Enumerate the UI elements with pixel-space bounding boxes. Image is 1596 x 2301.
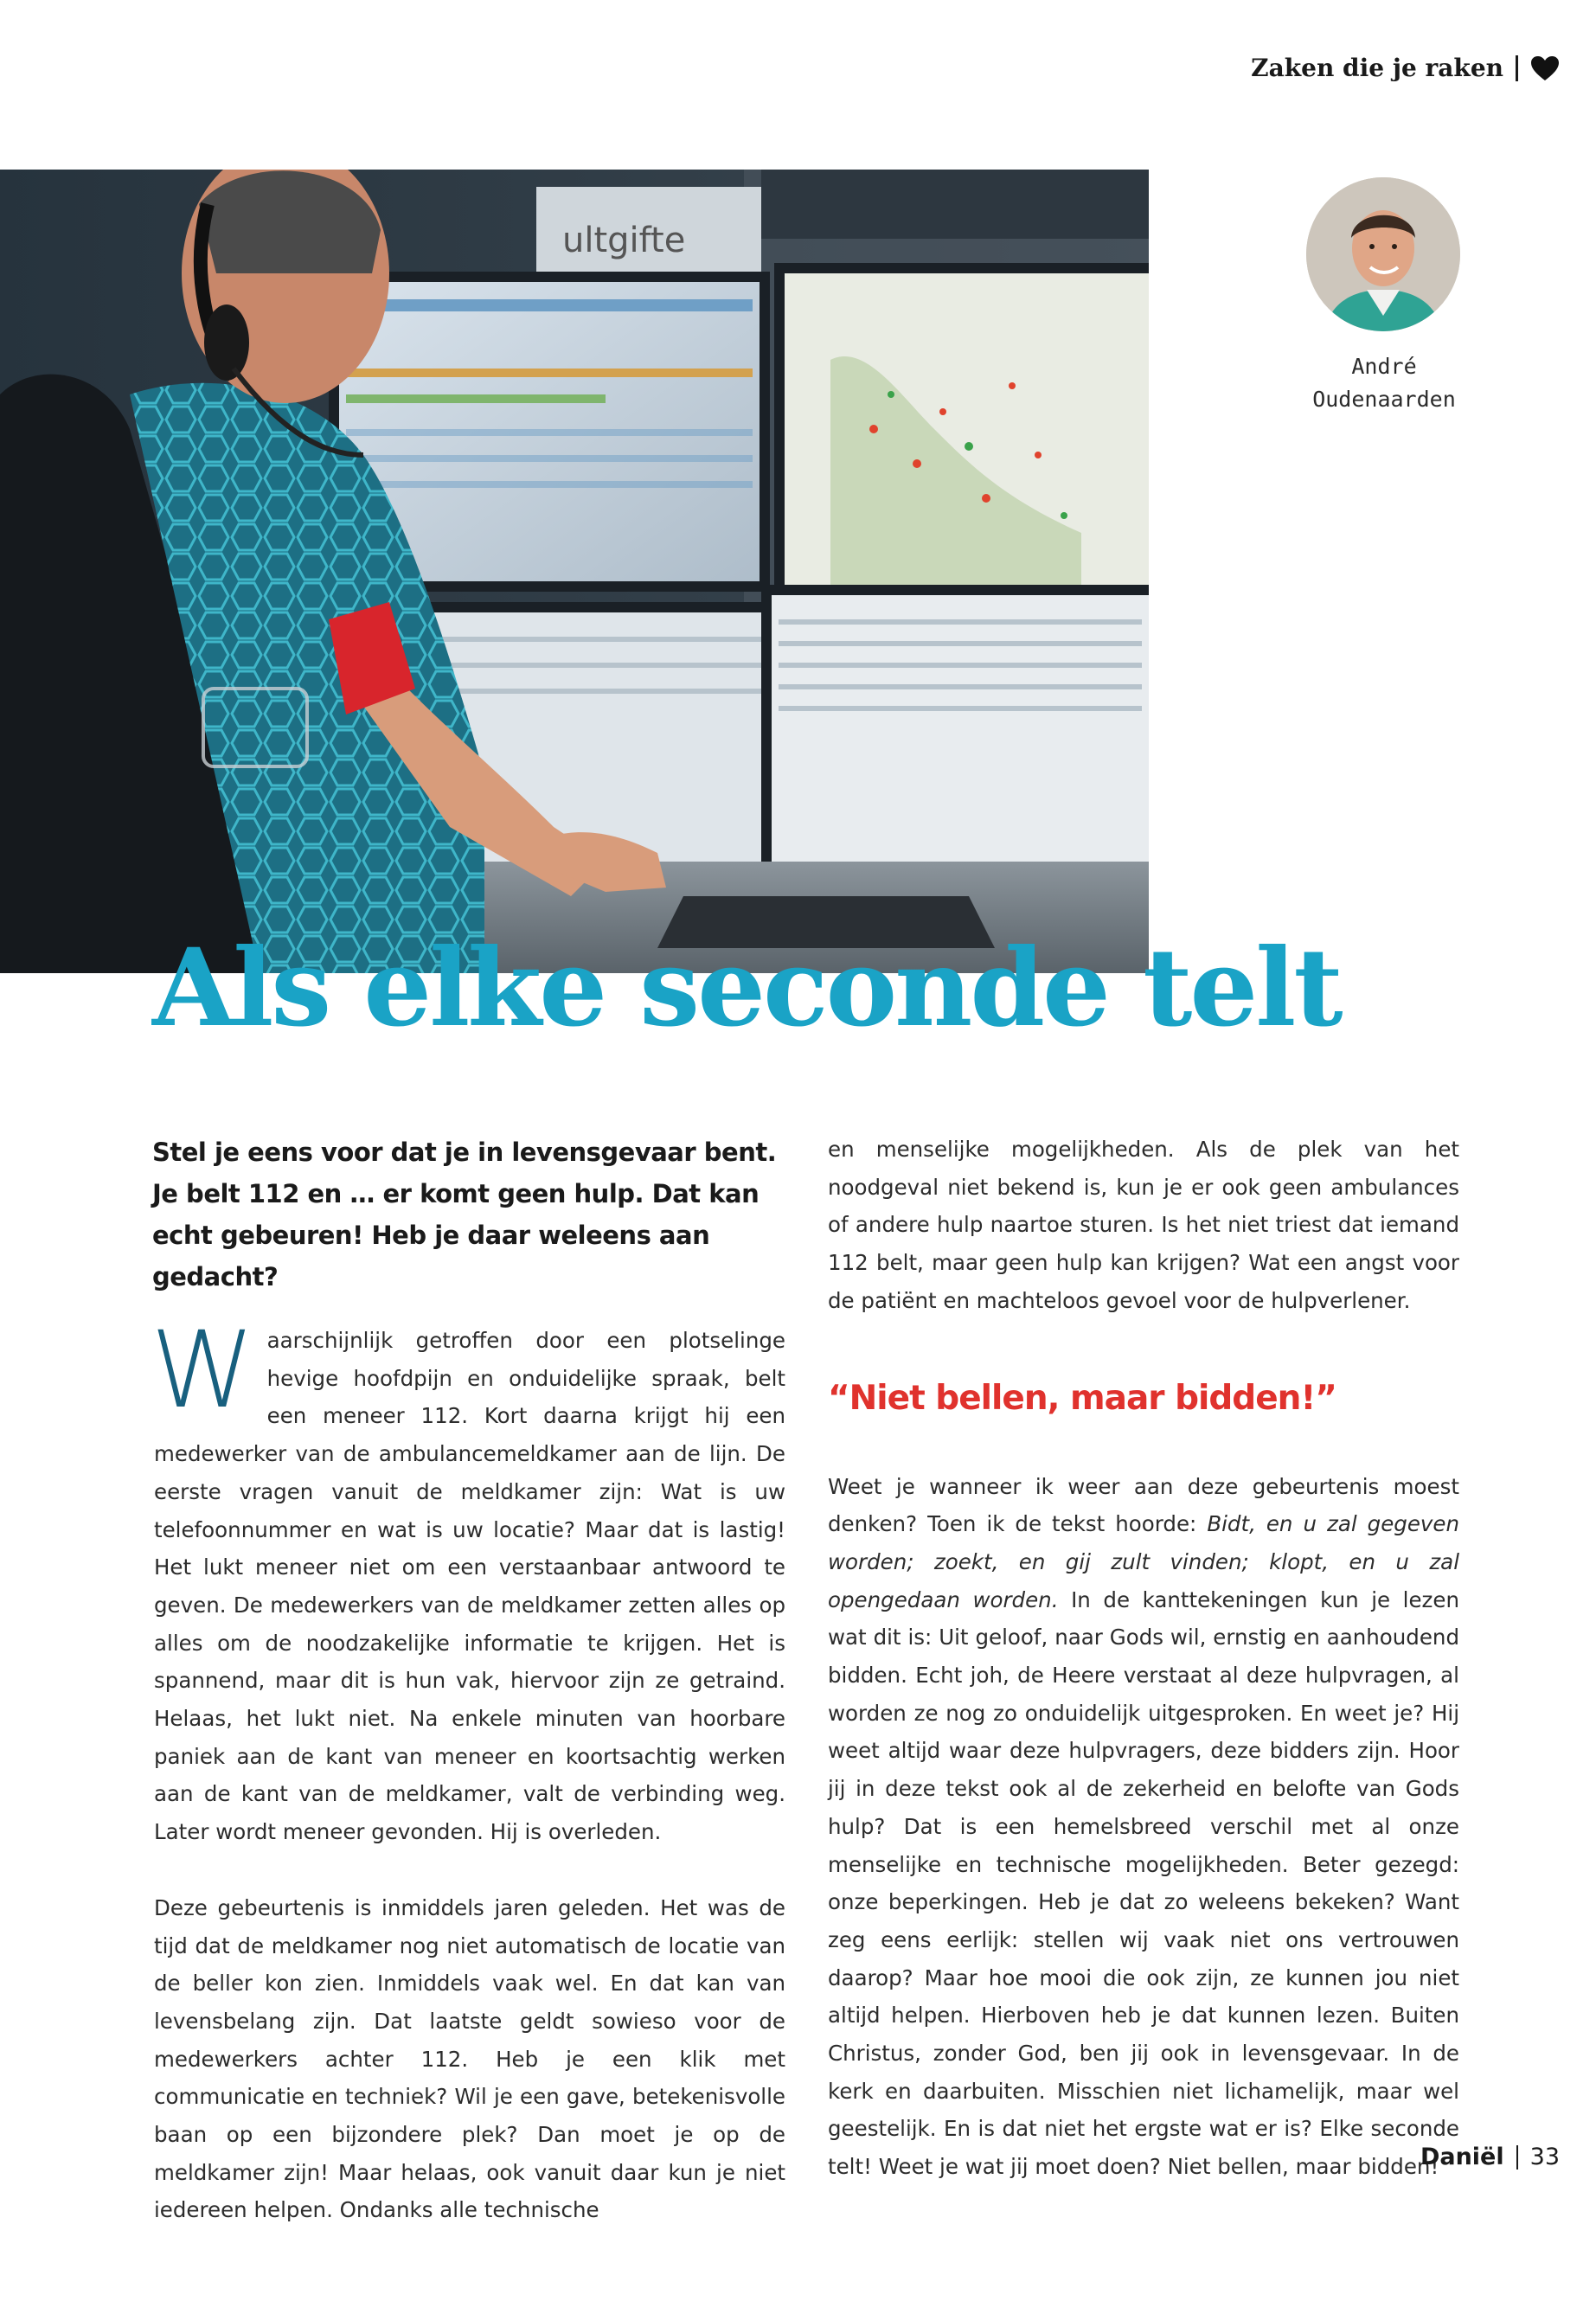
section-label: Zaken die je raken bbox=[1251, 54, 1503, 82]
page-footer bbox=[1420, 2144, 1560, 2170]
author-photo bbox=[1306, 177, 1460, 331]
author-first-name: André bbox=[1351, 354, 1417, 379]
heart-icon bbox=[1530, 55, 1560, 81]
paragraph-1: Waarschijnlijk getroffen door een plotselinge hevige hoofdpijn en onduidelijke spraak, belt een meneer 112. Kort daarna krijgt hij een medewerker van de ambulancemeldkamer aan de lijn. De eerste vragen vanuit de meldkamer zijn: Wat is uw telefoonnummer en wat is uw locatie? Maar dat is lastig! Het lukt meneer niet om een verstaanbaar antwoord te geven. De medewerkers van de meldkamer zetten alles op alles om de noodzakelijke informatie te krijgen. Het is spannend, maar dit is hun vak, hiervoor zijn ze getraind. Helaas, het lukt niet. Na enkele minuten van hoorbare paniek aan de kant van meneer en koortsachtig werken aan de kant van de meldkamer, valt de verbinding weg. Later wordt meneer gevonden. Hij is overleden. bbox=[151, 1309, 785, 1845]
author-last-name: Oudenaarden bbox=[1312, 387, 1456, 412]
body-column-left bbox=[151, 1309, 785, 2229]
body-column-right bbox=[828, 1131, 1459, 2186]
author-name bbox=[1272, 350, 1497, 416]
paragraph-2: Deze gebeurtenis is inmiddels jaren geleden. Het was de tijd dat de meldkamer nog niet automatisch de locatie van de beller kon zien. Inmiddels vaak wel. En dat kan van levensbelang zijn. Dat laatste geldt sowieso voor de medewerkers achter 112. Heb je een klik met communicatie en techniek? Wil je een gave, betekenisvolle baan op een bijzondere plek? Dan moet je op de meldkamer zijn! Maar helaas, ook vanuit daar kun je niet iedereen helpen. Ondanks alle technische bbox=[154, 1894, 785, 2223]
section-header bbox=[1251, 54, 1560, 82]
drop-cap: W bbox=[151, 1309, 255, 1432]
article-title: Als elke seconde telt bbox=[152, 926, 1341, 1051]
paragraph-4: Weet je wanneer ik weer aan deze gebeurtenis moest denken? Toen ik de tekst hoorde: Bidt, en u zal gegeven worden; zoekt, en gij zult vinden; klopt, en u zal opengedaan worden. In de kanttekeningen kun je lezen wat dit is: Uit geloof, naar Gods wil, ernstig en aanhoudend bidden. Echt joh, de Heere verstaat al deze hulpvragen, al worden ze nog zo onduidelijk uitgesproken. En weet je? Hij weet altijd waar deze hulpvragers, deze bidders zijn. Hoor jij in deze tekst ook al de zekerheid en belofte van Gods hulp? Dat is een hemelsbreed verschil met al onze menselijke en technische mogelijkheden. Beter gezegd: onze beperkingen. Heb je dat zo weleens bekeken? Want zeg eens eerlijk: stellen wij vaak niet ons vertrouwen daarop? Maar hoe mooi die ook zijn, ze kunnen jou niet altijd helpen. Hierboven heb je dat kunnen lezen. Buiten Christus, zonder God, ben jij ook in levensgevaar. In de kerk en daarbuiten. Misschien niet lichamelijk, maar wel geestelijk. En is dat niet het ergste wat er is? Elke seconde telt! Weet je wat jij moet doen? Niet bellen, maar bidden! bbox=[828, 1473, 1460, 2180]
paragraph-3: en menselijke mogelijkheden. Als de plek van het noodgeval niet bekend is, kun je er ook geen ambulances of andere hulp naartoe sturen. Is het niet triest dat iemand 112 belt, maar geen hulp kan krijgen? Wat een angst voor de patiënt en machteloos gevoel voor de hulpverlener. bbox=[828, 1137, 1459, 1313]
header-divider bbox=[1516, 55, 1518, 81]
svg-text:ultgifte: ultgifte bbox=[562, 221, 686, 260]
footer-divider bbox=[1516, 2145, 1518, 2170]
scripture-quote: Bidt, en u zal gegeven worden; zoekt, en gij zult vinden; klopt, en u zal opengedaan worden. bbox=[828, 1511, 1459, 1612]
hero-photo bbox=[0, 170, 1149, 973]
page-number: 33 bbox=[1529, 2144, 1560, 2170]
quote-heading: “Niet bellen, maar bidden!” bbox=[828, 1378, 1336, 1418]
magazine-name: Daniël bbox=[1420, 2144, 1504, 2170]
article-intro: Stel je eens voor dat je in levensgevaar bent. Je belt 112 en … er komt geen hulp. Dat kan echt gebeuren! Heb je daar weleens aan gedacht? bbox=[152, 1138, 777, 1292]
